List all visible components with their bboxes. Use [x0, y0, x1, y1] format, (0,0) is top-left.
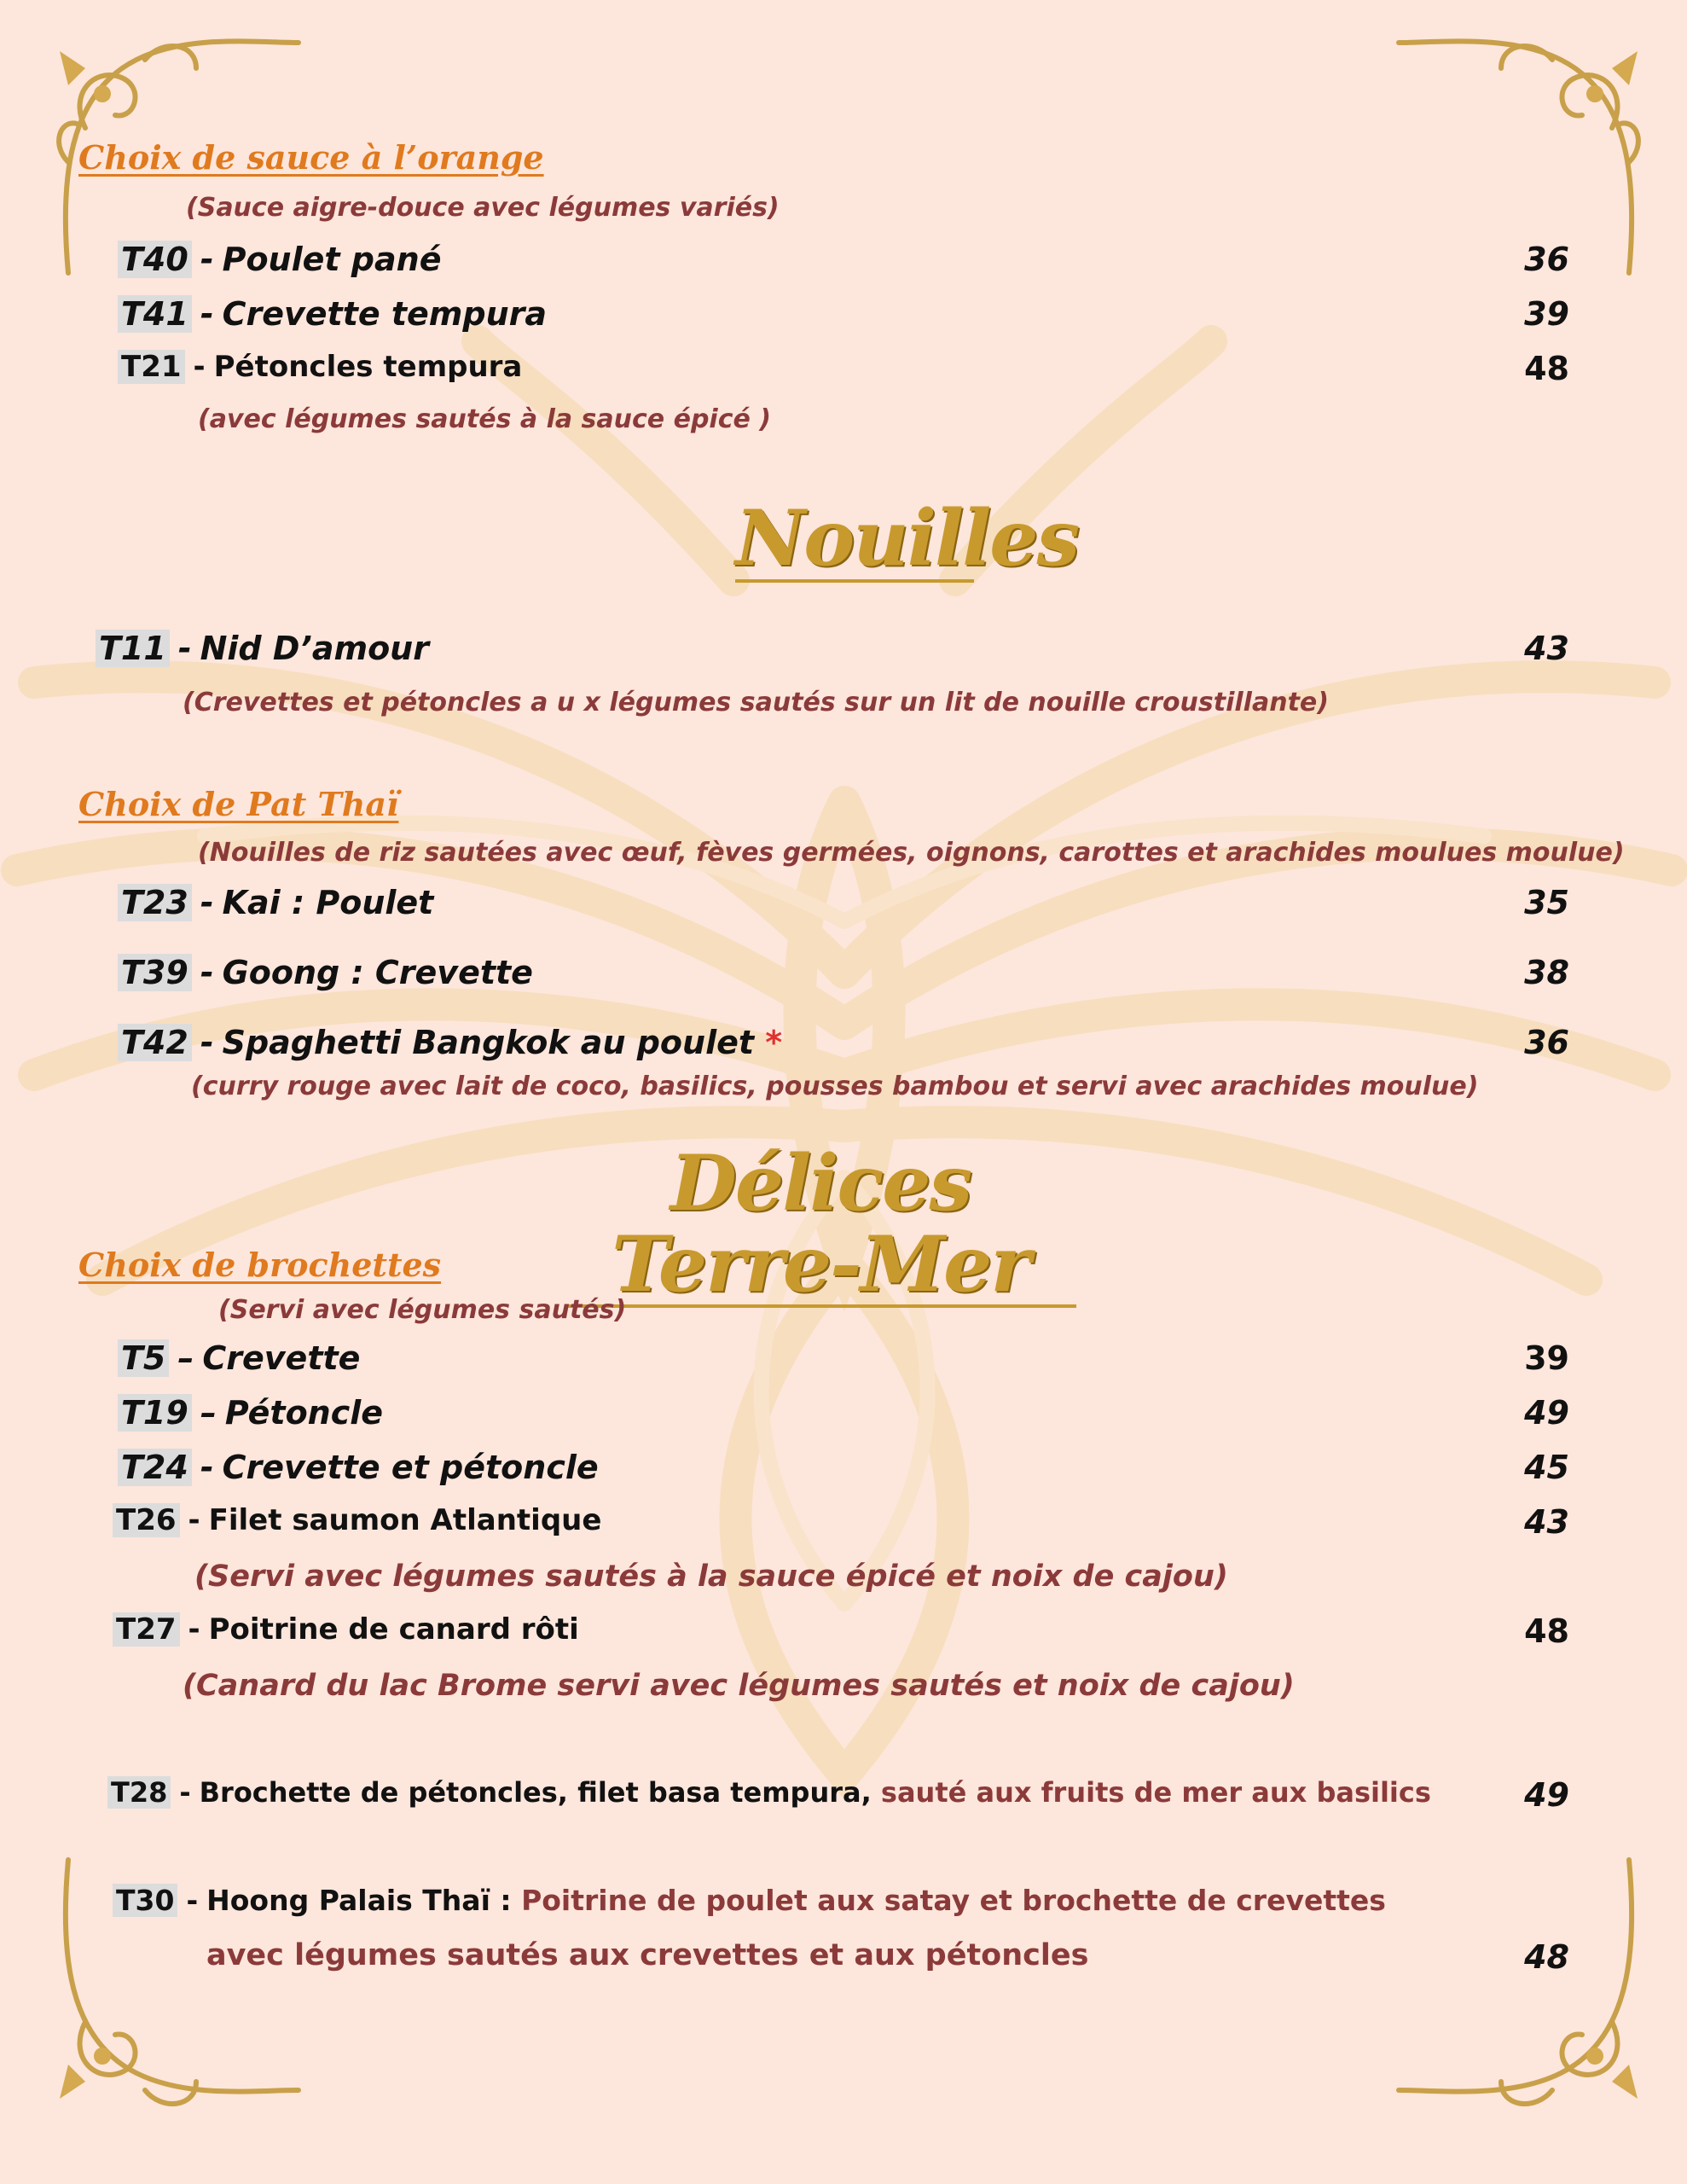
- item-price: 48: [1524, 1938, 1569, 1976]
- item-code: T23: [118, 884, 192, 921]
- menu-item-t27: T27 - Poitrine de canard rôti: [113, 1612, 579, 1647]
- menu-item-t26: T26 - Filet saumon Atlantique: [113, 1503, 601, 1537]
- item-name: Filet saumon Atlantique: [208, 1503, 602, 1537]
- item-name: Crevette: [202, 1339, 361, 1377]
- item-note: (Crevettes et pétoncles a u x légumes sautés sur un lit de nouille croustillante): [183, 688, 1329, 717]
- item-code: T21: [118, 350, 185, 384]
- menu-item-t39: T39 - Goong : Crevette: [118, 954, 533, 991]
- item-price: 36: [1524, 241, 1569, 278]
- item-name: Poulet pané: [222, 241, 442, 278]
- item-name: Kai : Poulet: [222, 884, 434, 921]
- ornament-bottom-right-corner-icon: [1382, 1843, 1663, 2124]
- item-price: 48: [1524, 350, 1569, 387]
- category-orange-subtitle: (Sauce aigre-douce avec légumes variés): [186, 193, 780, 223]
- category-brochettes-subtitle: (Servi avec légumes sautés): [218, 1295, 627, 1325]
- item-code: T24: [118, 1449, 192, 1486]
- item-extra: Poitrine de poulet aux satay et brochette de crevettes: [521, 1884, 1386, 1917]
- menu-item-t41: T41 - Crevette tempura: [118, 295, 547, 333]
- item-code: T5: [118, 1339, 169, 1377]
- menu-item-t28: T28 - Brochette de pétoncles, filet basa tempura, sauté aux fruits de mer aux basilics: [107, 1776, 1431, 1809]
- spicy-star-icon: *: [765, 1024, 783, 1061]
- item-price: 43: [1524, 630, 1569, 667]
- item-code: T41: [118, 295, 192, 333]
- item-price: 49: [1524, 1394, 1569, 1432]
- item-name: Pétoncle: [224, 1394, 384, 1432]
- item-name: Crevette et pétoncle: [222, 1449, 599, 1486]
- menu-item-t19: T19 – Pétoncle: [118, 1394, 383, 1432]
- item-name: Brochette de pétoncles, filet basa tempura,: [199, 1776, 872, 1809]
- item-price: 36: [1524, 1024, 1569, 1061]
- item-code: T28: [107, 1776, 171, 1809]
- menu-item-t21: T21 - Pétoncles tempura: [118, 350, 522, 384]
- item-name: Spaghetti Bangkok au poulet: [222, 1024, 755, 1061]
- category-patthai-title: Choix de Pat Thaï: [78, 785, 399, 823]
- item-code: T40: [118, 241, 192, 278]
- menu-item-t11: T11 - Nid D’amour: [96, 630, 429, 667]
- item-extra: sauté aux fruits de mer aux basilics: [880, 1776, 1431, 1809]
- item-name: Goong : Crevette: [222, 954, 533, 991]
- item-code: T26: [113, 1503, 180, 1537]
- section-title-nouilles: Nouilles: [735, 493, 1079, 584]
- item-name: Nid D’amour: [200, 630, 429, 667]
- item-price: 35: [1524, 884, 1569, 921]
- item-name: Poitrine de canard rôti: [208, 1612, 579, 1647]
- item-code: T30: [113, 1884, 177, 1917]
- item-note: (curry rouge avec lait de coco, basilics, pousses bambou et servi avec arachides moulue): [191, 1072, 1479, 1101]
- item-price: 39: [1524, 1339, 1569, 1377]
- menu-item-t42: T42 - Spaghetti Bangkok au poulet *: [118, 1024, 782, 1061]
- item-name: Hoong Palais Thaï :: [206, 1884, 512, 1917]
- item-note: (Canard du lac Brome servi avec légumes sautés et noix de cajou): [183, 1669, 1295, 1703]
- category-brochettes-title: Choix de brochettes: [78, 1246, 442, 1284]
- item-note: (avec légumes sautés à la sauce épicé ): [198, 404, 771, 434]
- item-price: 38: [1524, 954, 1569, 991]
- item-code: T42: [118, 1024, 192, 1061]
- menu-item-t5: T5 – Crevette: [118, 1339, 360, 1377]
- category-patthai-subtitle: (Nouilles de riz sautées avec œuf, fèves germées, oignons, carottes et arachides moulues moulue): [198, 838, 1625, 868]
- item-code: T27: [113, 1612, 180, 1647]
- item-code: T11: [96, 630, 170, 667]
- item-code: T39: [118, 954, 192, 991]
- category-orange-title: Choix de sauce à l’orange: [78, 138, 544, 177]
- item-price: 49: [1524, 1776, 1569, 1814]
- section-title-delices: Délices Terre-Mer: [565, 1143, 1076, 1308]
- item-name: Pétoncles tempura: [213, 350, 523, 384]
- item-code: T19: [118, 1394, 192, 1432]
- item-name: Crevette tempura: [222, 295, 548, 333]
- item-price: 39: [1524, 295, 1569, 333]
- menu-item-t30: T30 - Hoong Palais Thaï : Poitrine de poulet aux satay et brochette de crevettes: [113, 1884, 1386, 1917]
- menu-item-t40: T40 - Poulet pané: [118, 241, 441, 278]
- item-price: 48: [1524, 1612, 1569, 1650]
- item-extra-line: avec légumes sautés aux crevettes et aux pétoncles: [206, 1938, 1089, 1972]
- menu-item-t24: T24 - Crevette et pétoncle: [118, 1449, 599, 1486]
- item-note: (Servi avec légumes sautés à la sauce épicé et noix de cajou): [194, 1560, 1228, 1594]
- item-price: 43: [1524, 1503, 1569, 1541]
- item-price: 45: [1524, 1449, 1569, 1486]
- menu-item-t23: T23 - Kai : Poulet: [118, 884, 433, 921]
